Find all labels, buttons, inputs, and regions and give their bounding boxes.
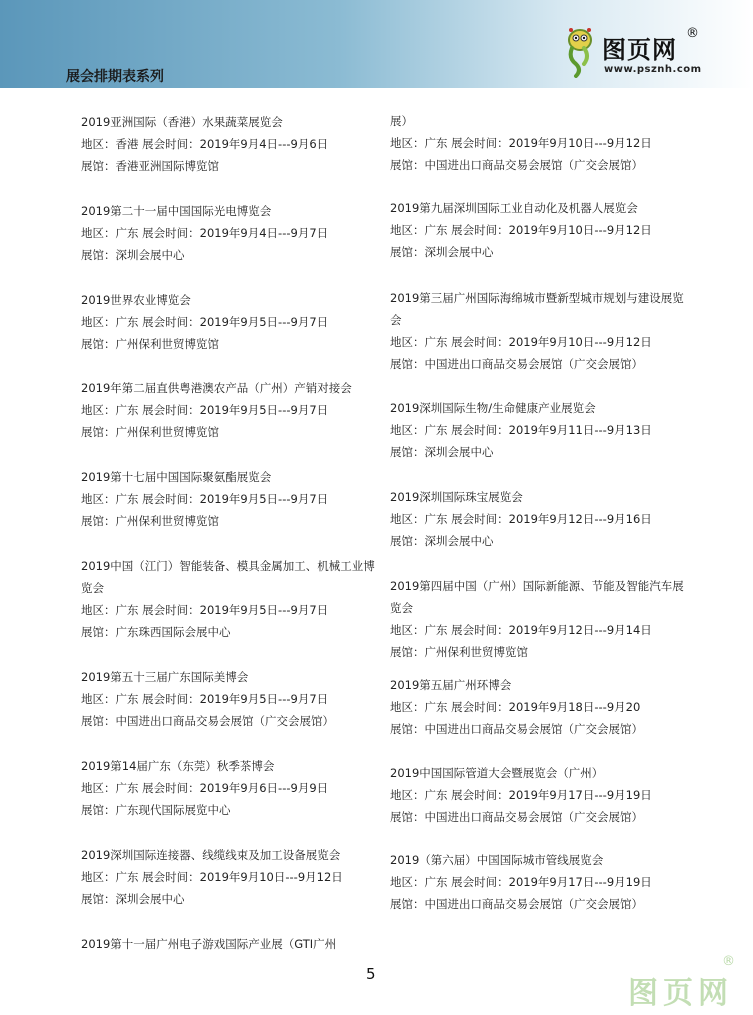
- exhibition-entry: [81, 555, 381, 643]
- exhibition-venue: 展馆：中国进出口商品交易会展馆（广交会展馆）: [390, 357, 643, 371]
- exhibition-title: 2019第五届广州环博会: [390, 678, 512, 692]
- exhibition-region-time: 地区：广东 展会时间：2019年9月18日---9月20: [390, 700, 641, 714]
- exhibition-region-time: 地区：广东 展会时间：2019年9月5日---9月7日: [81, 603, 329, 617]
- exhibition-entry: [390, 849, 690, 915]
- exhibition-venue: 展馆：广州保利世贸博览馆: [81, 514, 219, 528]
- exhibition-entry: [81, 666, 381, 732]
- exhibition-title: 2019深圳国际珠宝展览会: [390, 490, 523, 504]
- registered-mark: ®: [686, 26, 699, 41]
- exhibition-venue: 展馆：香港亚洲国际博览馆: [81, 159, 219, 173]
- exhibition-title: 展）: [390, 114, 413, 128]
- exhibition-venue: 展馆：广州保利世贸博览馆: [390, 645, 528, 659]
- exhibition-entry: [390, 674, 690, 740]
- exhibition-entry: [81, 844, 381, 910]
- exhibition-title: 2019亚洲国际（香港）水果蔬菜展览会: [81, 115, 283, 129]
- exhibition-entry: [390, 397, 690, 463]
- exhibition-region-time: 地区：广东 展会时间：2019年9月10日---9月12日: [390, 335, 652, 349]
- exhibition-entry: [81, 933, 381, 955]
- exhibition-venue: 展馆：广东珠西国际会展中心: [81, 625, 231, 639]
- exhibition-entry: [390, 287, 690, 375]
- exhibition-venue: 展馆：广州保利世贸博览馆: [81, 337, 219, 351]
- exhibition-region-time: 地区：广东 展会时间：2019年9月10日---9月12日: [390, 136, 652, 150]
- exhibition-title: 2019深圳国际连接器、线缆线束及加工设备展览会: [81, 848, 341, 862]
- exhibition-venue: 展馆：中国进出口商品交易会展馆（广交会展馆）: [390, 897, 643, 911]
- exhibition-venue: 展馆：深圳会展中心: [390, 245, 494, 259]
- exhibition-title: 2019年第二届直供粤港澳农产品（广州）产销对接会: [81, 381, 352, 395]
- exhibition-venue: 展馆：深圳会展中心: [81, 248, 185, 262]
- exhibition-title: 2019世界农业博览会: [81, 293, 191, 307]
- exhibition-title: 2019第十七届中国国际聚氨酯展览会: [81, 470, 272, 484]
- exhibition-venue: 展馆：中国进出口商品交易会展馆（广交会展馆）: [390, 810, 643, 824]
- exhibition-title: 2019第三届广州国际海绵城市暨新型城市规划与建设展览会: [390, 291, 684, 327]
- exhibition-title: 2019第五十三届广东国际美博会: [81, 670, 249, 684]
- exhibition-title: 2019（第六届）中国国际城市管线展览会: [390, 853, 604, 867]
- exhibition-title: 2019深圳国际生物/生命健康产业展览会: [390, 401, 596, 415]
- exhibition-venue: 展馆：中国进出口商品交易会展馆（广交会展馆）: [390, 158, 643, 172]
- exhibition-region-time: 地区：广东 展会时间：2019年9月5日---9月7日: [81, 692, 329, 706]
- exhibition-entry: [81, 289, 381, 355]
- exhibition-title: 2019第四届中国（广州）国际新能源、节能及智能汽车展览会: [390, 579, 684, 615]
- exhibition-entry: [390, 575, 690, 663]
- exhibition-venue: 展馆：广东现代国际展览中心: [81, 803, 231, 817]
- seahorse-mascot-icon: [562, 26, 598, 78]
- series-title: 展会排期表系列: [66, 69, 164, 85]
- logo-url: www.psznh.com: [604, 64, 702, 75]
- exhibition-entry: [390, 197, 690, 263]
- exhibition-region-time: 地区：广东 展会时间：2019年9月10日---9月12日: [390, 223, 652, 237]
- exhibition-region-time: 地区：广东 展会时间：2019年9月11日---9月13日: [390, 423, 652, 437]
- watermark-registered-mark: ®: [722, 954, 735, 969]
- exhibition-venue: 展馆：中国进出口商品交易会展馆（广交会展馆）: [81, 714, 334, 728]
- exhibition-entry: [390, 486, 690, 552]
- exhibition-region-time: 地区：广东 展会时间：2019年9月17日---9月19日: [390, 788, 652, 802]
- exhibition-title: 2019第二十一届中国国际光电博览会: [81, 204, 272, 218]
- exhibition-region-time: 地区：广东 展会时间：2019年9月6日---9月9日: [81, 781, 329, 795]
- exhibition-region-time: 地区：广东 展会时间：2019年9月5日---9月7日: [81, 492, 329, 506]
- exhibition-region-time: 地区：广东 展会时间：2019年9月12日---9月14日: [390, 623, 652, 637]
- exhibition-venue: 展馆：广州保利世贸博览馆: [81, 425, 219, 439]
- exhibition-entry: [81, 377, 381, 443]
- exhibition-region-time: 地区：广东 展会时间：2019年9月5日---9月7日: [81, 403, 329, 417]
- exhibition-venue: 展馆：深圳会展中心: [390, 534, 494, 548]
- exhibition-venue: 展馆：中国进出口商品交易会展馆（广交会展馆）: [390, 722, 643, 736]
- exhibition-region-time: 地区：香港 展会时间：2019年9月4日---9月6日: [81, 137, 329, 151]
- exhibition-entry: [390, 762, 690, 828]
- page-number: 5: [366, 965, 376, 983]
- exhibition-title: 2019第14届广东（东莞）秋季茶博会: [81, 759, 275, 773]
- exhibition-region-time: 地区：广东 展会时间：2019年9月10日---9月12日: [81, 870, 343, 884]
- page-header: [0, 0, 753, 88]
- watermark-logo: 图页网: [628, 976, 733, 1011]
- exhibition-entry: [390, 110, 690, 176]
- exhibition-entry: [81, 755, 381, 821]
- exhibition-region-time: 地区：广东 展会时间：2019年9月4日---9月7日: [81, 226, 329, 240]
- exhibition-entry: [81, 111, 381, 177]
- exhibition-region-time: 地区：广东 展会时间：2019年9月12日---9月16日: [390, 512, 652, 526]
- exhibition-region-time: 地区：广东 展会时间：2019年9月17日---9月19日: [390, 875, 652, 889]
- exhibition-title: 2019中国国际管道大会暨展览会（广州）: [390, 766, 604, 780]
- exhibition-title: 2019中国（江门）智能装备、模具金属加工、机械工业博览会: [81, 559, 375, 595]
- exhibition-venue: 展馆：深圳会展中心: [81, 892, 185, 906]
- exhibition-venue: 展馆：深圳会展中心: [390, 445, 494, 459]
- exhibition-entry: [81, 200, 381, 266]
- exhibition-region-time: 地区：广东 展会时间：2019年9月5日---9月7日: [81, 315, 329, 329]
- exhibition-entry: [81, 466, 381, 532]
- logo-name: 图页网: [602, 36, 677, 64]
- site-logo: [562, 24, 732, 84]
- exhibition-title: 2019第九届深圳国际工业自动化及机器人展览会: [390, 201, 638, 215]
- exhibition-title: 2019第十一届广州电子游戏国际产业展（GTI广州: [81, 937, 337, 951]
